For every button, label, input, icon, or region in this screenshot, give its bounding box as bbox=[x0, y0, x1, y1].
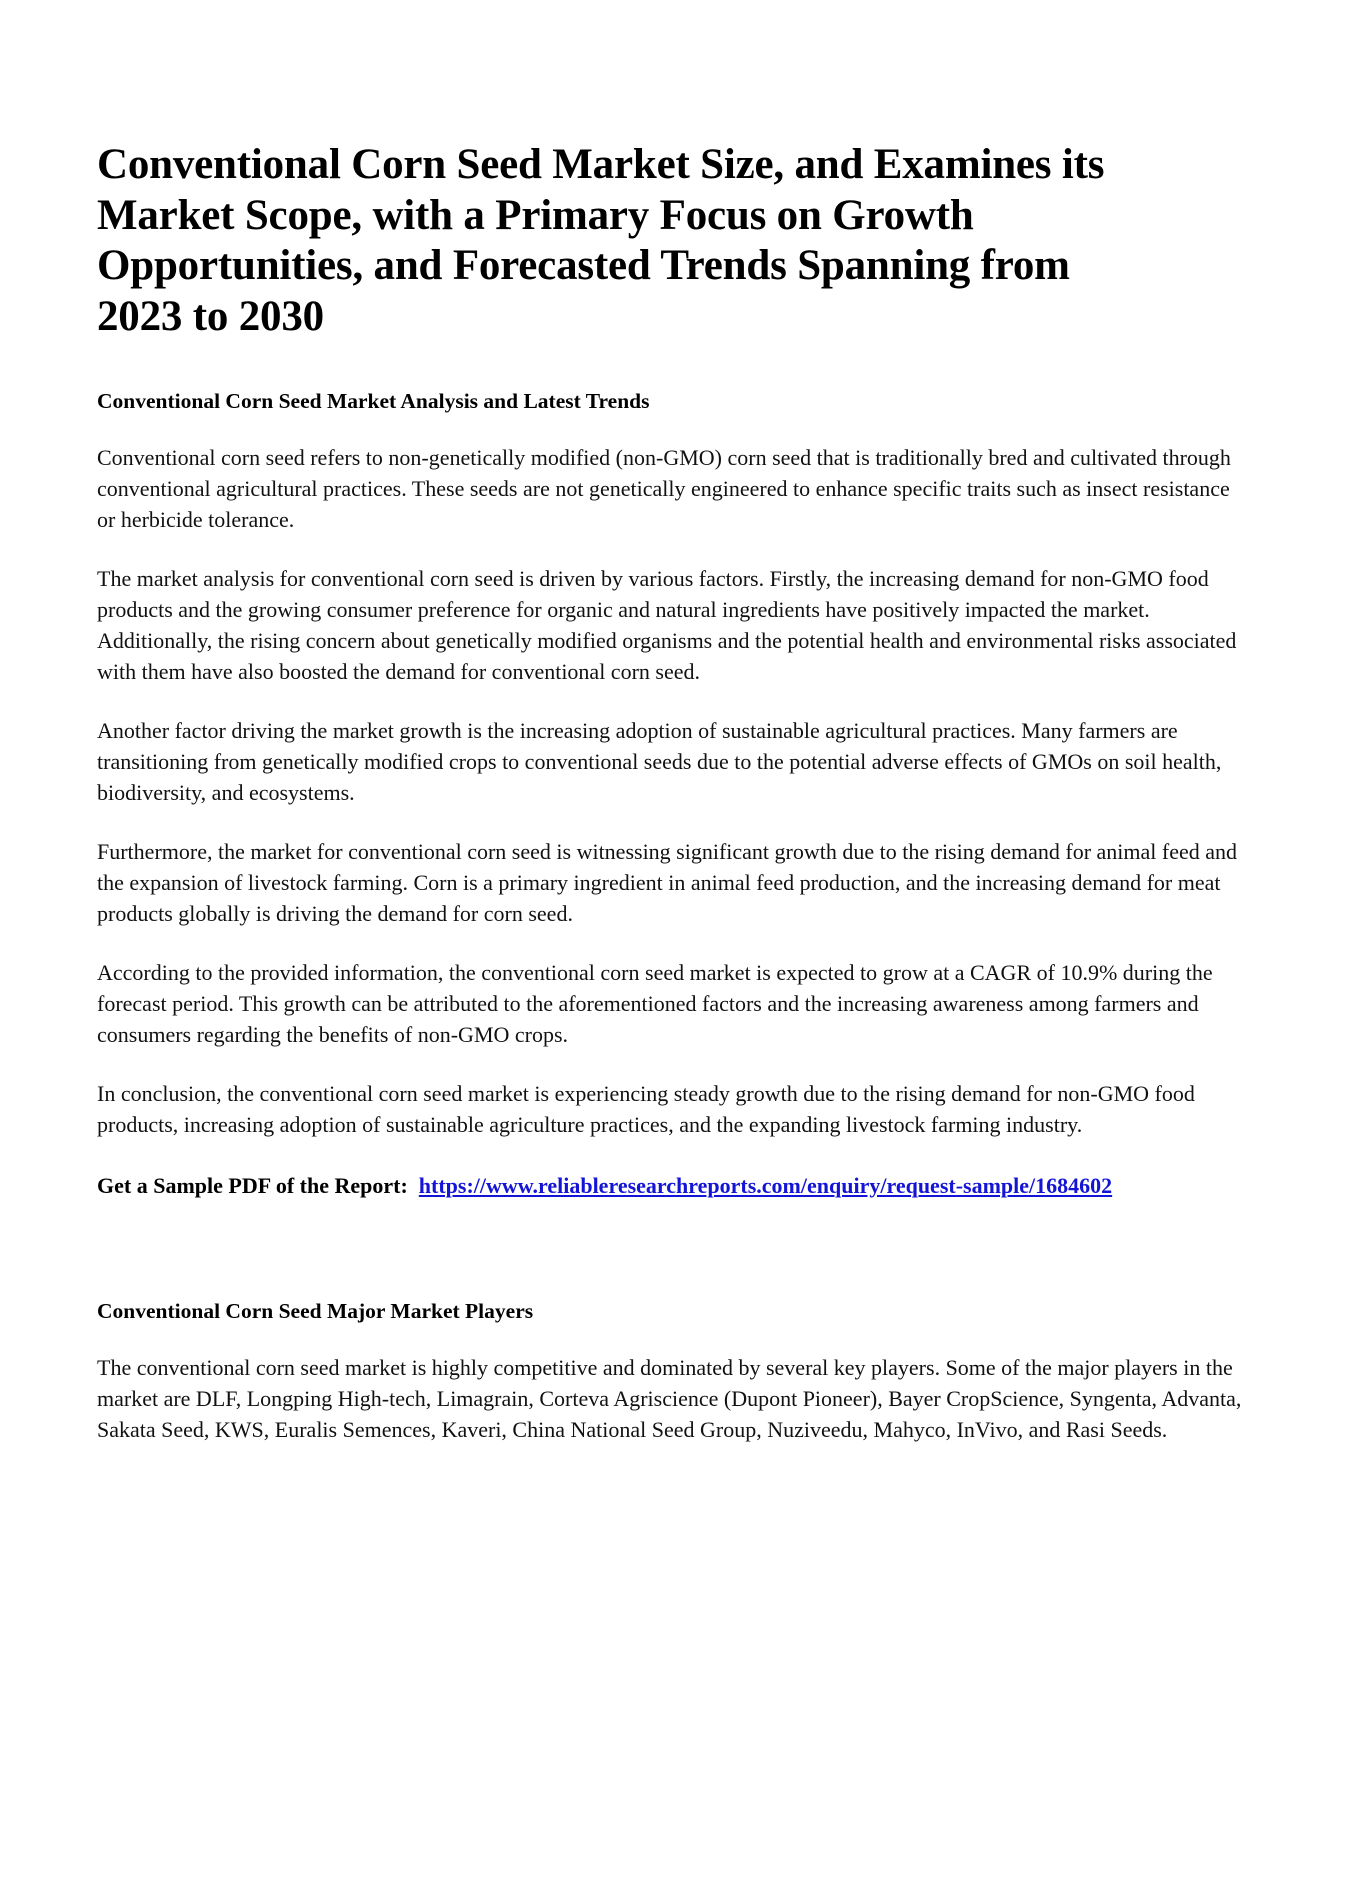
paragraph-major-players: The conventional corn seed market is highly competitive and dominated by several key players. Some of the major players in the market are DLF, Longping High-tech, Limagrain, Corteva Agriscience (Dupont Pioneer), Bayer CropScience, Syngenta, Advanta, Sakata Seed, KWS, Euralis Semences, Kaveri, China National Seed Group, Nuziveedu, Mahyco, InVivo, and Rasi Seeds. bbox=[97, 1354, 1242, 1442]
sample-pdf-link[interactable]: https://www.reliableresearchreports.com/enquiry/request-sample/1684602 bbox=[418, 1172, 1113, 1198]
paragraph-conclusion: In conclusion, the conventional corn seed market is experiencing steady growth due to the rising demand for non-GMO food products, increasing adoption of sustainable agriculture practices, and the expanding livestock farming industry. bbox=[97, 1080, 1195, 1137]
paragraph-sustainable-practices: Another factor driving the market growth is the increasing adoption of sustainable agricultural practices. Many farmers are transitioning from genetically modified crops to conventional seeds due to the potential adverse effects of GMOs on soil health, biodiversity, and ecosystems. bbox=[97, 717, 1222, 805]
section-heading-major-players: Conventional Corn Seed Major Market Players bbox=[97, 1298, 534, 1323]
paragraph-cagr: According to the provided information, the conventional corn seed market is expected to grow at a CAGR of 10.9% during the forecast period. This growth can be attributed to the aforementioned factors and the increasing awareness among farmers and consumers regarding the benefits of non-GMO crops. bbox=[97, 959, 1213, 1047]
section-heading-market-analysis: Conventional Corn Seed Market Analysis and Latest Trends bbox=[97, 388, 650, 413]
page-title: Conventional Corn Seed Market Size, and Examines its Market Scope, with a Primary Focus on Growth Opportunities, and Forecasted Trends Spanning from 2023 to 2030 bbox=[97, 141, 1105, 341]
paragraph-market-drivers: The market analysis for conventional corn seed is driven by various factors. Firstly, the increasing demand for non-GMO food products and the growing consumer preference for organic and natural ingredients have positively impacted the market. Additionally, the rising concern about genetically modified organisms and the potential health and environmental risks associated with them have also boosted the demand for conventional corn seed. bbox=[97, 565, 1237, 684]
sample-pdf-link-block bbox=[97, 1170, 1248, 1201]
section-spacer bbox=[97, 1201, 1248, 1297]
paragraph-animal-feed: Furthermore, the market for conventional corn seed is witnessing significant growth due to the rising demand for animal feed and the expansion of livestock farming. Corn is a primary ingredient in animal feed production, and the increasing demand for meat products globally is driving the demand for corn seed. bbox=[97, 838, 1238, 926]
paragraph-definition: Conventional corn seed refers to non-genetically modified (non-GMO) corn seed that is traditionally bred and cultivated through conventional agricultural practices. These seeds are not genetically engineered to enhance specific traits such as insect resistance or herbicide tolerance. bbox=[97, 444, 1231, 532]
sample-pdf-label: Get a Sample PDF of the Report: bbox=[97, 1172, 408, 1198]
